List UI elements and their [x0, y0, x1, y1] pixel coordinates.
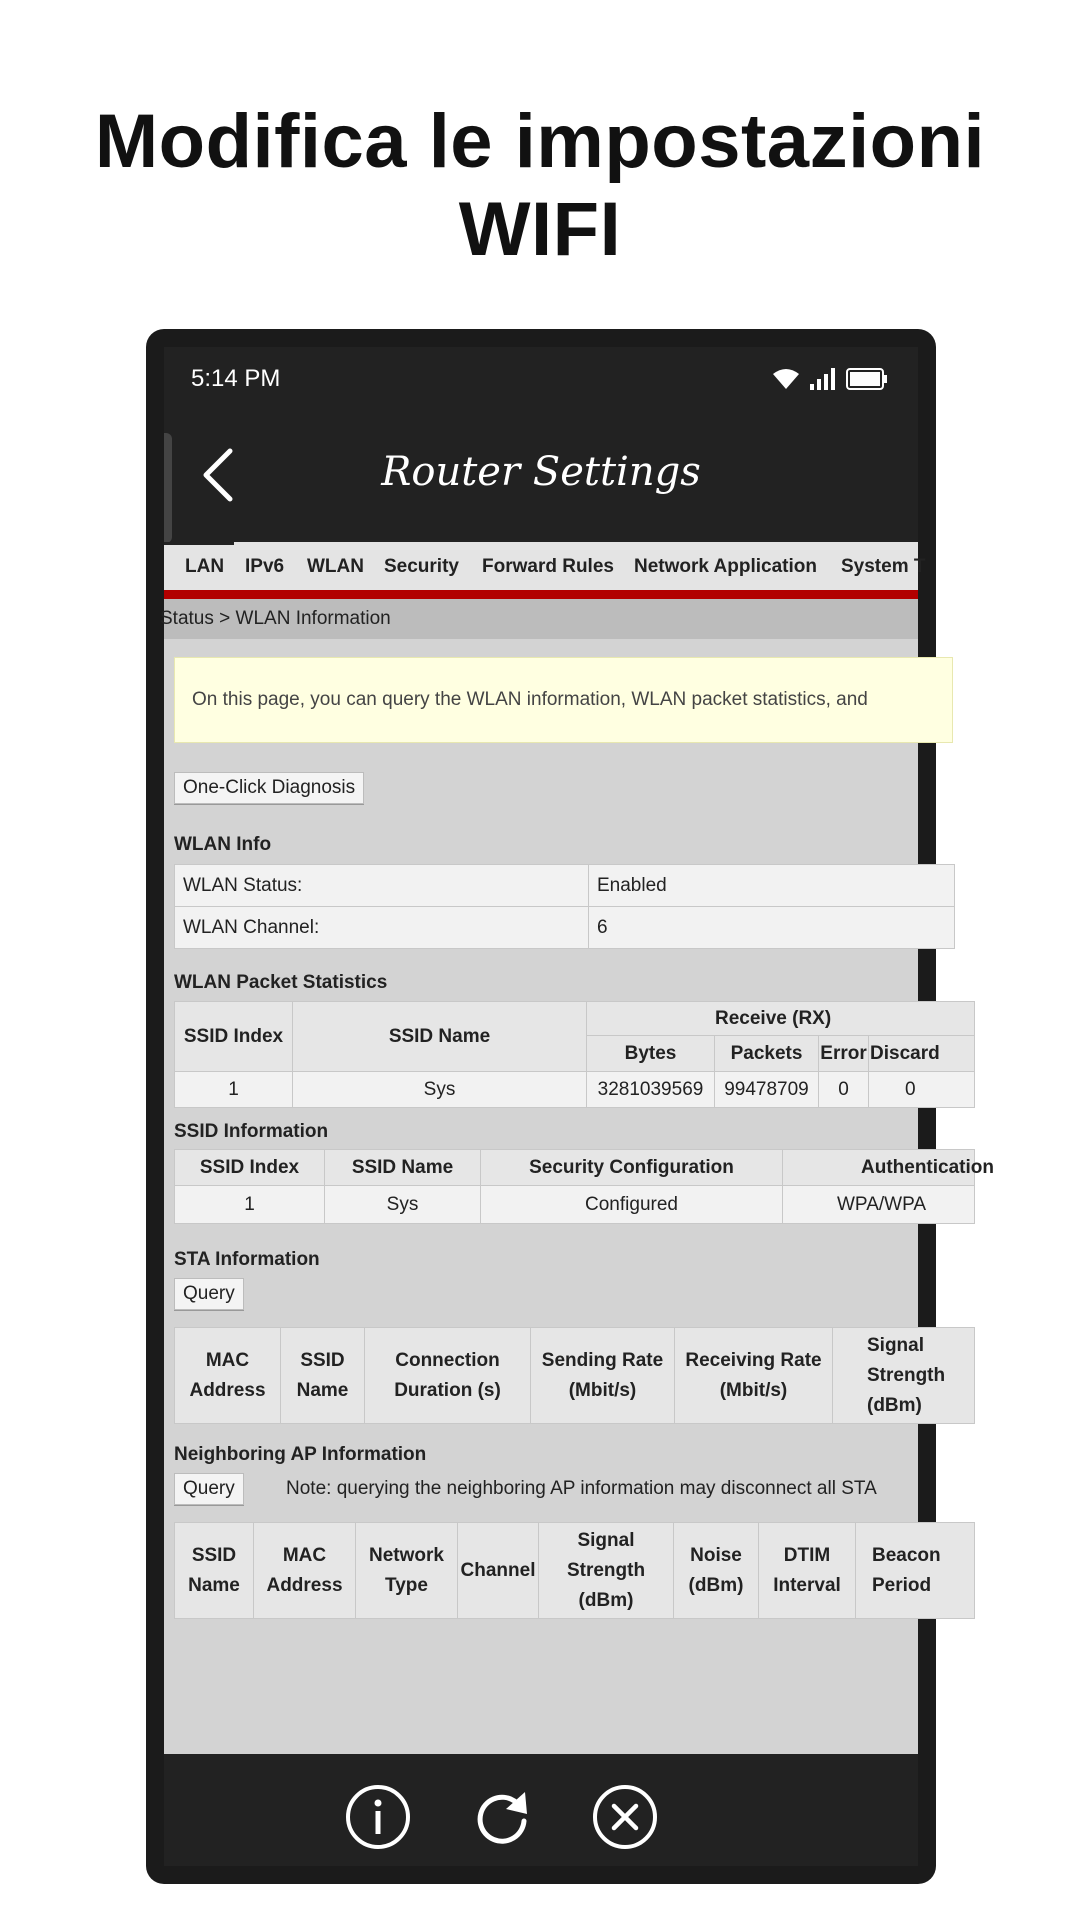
- wlan-channel-value: 6: [589, 907, 955, 949]
- header-receive-rx: Receive (RX): [587, 1002, 975, 1036]
- header-ssid-name: SSID Name: [175, 1523, 254, 1619]
- header-security-configuration: Security Configuration: [481, 1150, 783, 1186]
- header-network-type: Network Type: [356, 1523, 458, 1619]
- tab-system-tools[interactable]: System T: [841, 556, 926, 577]
- header-discard: Discard: [869, 1036, 975, 1072]
- header-ssid-index: SSID Index: [175, 1002, 293, 1072]
- header-authentication: Authentication: [783, 1150, 975, 1186]
- table-row: [175, 1186, 975, 1224]
- headline-line-1: Modifica le impostazioni: [94, 99, 986, 184]
- tab-network-application[interactable]: Network Application: [634, 556, 817, 577]
- table-header-row: [175, 1523, 975, 1619]
- header-signal-strength: Signal Strength (dBm): [539, 1523, 674, 1619]
- packet-stats-table: [174, 1001, 975, 1108]
- breadcrumb: Status > WLAN Information: [164, 599, 918, 639]
- tab-lan[interactable]: LAN: [185, 556, 225, 577]
- header-noise: Noise (dBm): [674, 1523, 759, 1619]
- tab-ipv6[interactable]: IPv6: [245, 556, 285, 577]
- header-mac-address: MAC Address: [254, 1523, 356, 1619]
- wlan-info-table: [174, 864, 955, 949]
- router-nav-tabs: [164, 542, 926, 599]
- sta-query-button[interactable]: Query: [174, 1278, 244, 1310]
- cell-packets: 99478709: [715, 1072, 819, 1108]
- status-time: 5:14 PM: [191, 365, 281, 392]
- table-header-row: [175, 1002, 975, 1036]
- wlan-channel-label: WLAN Channel:: [175, 907, 589, 949]
- status-icons: [772, 367, 888, 391]
- cell-ssid-index: 1: [175, 1072, 293, 1108]
- table-row: [175, 1072, 975, 1108]
- cell-ssid-name: Sys: [293, 1072, 587, 1108]
- wlan-status-value: Enabled: [589, 865, 955, 907]
- header-connection-duration: Connection Duration (s): [365, 1328, 531, 1424]
- header-ssid-name: SSID Name: [325, 1150, 481, 1186]
- header-bytes: Bytes: [587, 1036, 715, 1072]
- wifi-icon: [772, 368, 800, 390]
- nav-active-indicator: [164, 542, 234, 545]
- wlan-info-title: WLAN Info: [174, 834, 272, 855]
- sta-info-table: [174, 1327, 975, 1424]
- wlan-status-label: WLAN Status:: [175, 865, 589, 907]
- table-header-row: [175, 1150, 975, 1186]
- header-ssid-name: SSID Name: [281, 1328, 365, 1424]
- header-mac-address: MAC Address: [175, 1328, 281, 1424]
- bottom-toolbar: [164, 1754, 918, 1866]
- cell-security-configuration: Configured: [481, 1186, 783, 1224]
- page-description: On this page, you can query the WLAN information, WLAN packet statistics, and: [174, 657, 953, 743]
- sta-info-title: STA Information: [174, 1249, 320, 1270]
- cell-discard: 0: [869, 1072, 975, 1108]
- app-bar: [164, 409, 918, 549]
- phone-frame: [146, 329, 994, 1884]
- header-signal-strength: Signal Strength (dBm): [833, 1328, 975, 1424]
- header-packets: Packets: [715, 1036, 819, 1072]
- table-row: [175, 907, 955, 949]
- tab-forward-rules[interactable]: Forward Rules: [482, 556, 614, 577]
- cell-ssid-index: 1: [175, 1186, 325, 1224]
- neighbor-ap-title: Neighboring AP Information: [174, 1444, 427, 1465]
- refresh-icon[interactable]: [469, 1784, 535, 1850]
- info-icon[interactable]: [345, 1784, 411, 1850]
- headline: [0, 98, 1080, 274]
- one-click-diagnosis-button[interactable]: One-Click Diagnosis: [174, 772, 364, 804]
- table-row: [175, 865, 955, 907]
- header-dtim-interval: DTIM Interval: [759, 1523, 856, 1619]
- ssid-info-title: SSID Information: [174, 1121, 329, 1142]
- close-icon[interactable]: [592, 1784, 658, 1850]
- header-sending-rate: Sending Rate (Mbit/s): [531, 1328, 675, 1424]
- header-ssid-index: SSID Index: [175, 1150, 325, 1186]
- cell-bytes: 3281039569: [587, 1072, 715, 1108]
- tab-security[interactable]: Security: [384, 556, 459, 577]
- header-ssid-name: SSID Name: [293, 1002, 587, 1072]
- phone-screen: [160, 347, 994, 1866]
- neighbor-query-button[interactable]: Query: [174, 1473, 244, 1505]
- ssid-info-table: [174, 1149, 994, 1224]
- battery-icon: [846, 368, 888, 390]
- tab-wlan[interactable]: WLAN: [307, 556, 364, 577]
- header-beacon-period: Beacon Period: [856, 1523, 975, 1619]
- cell-error: 0: [819, 1072, 869, 1108]
- status-bar: [164, 347, 918, 409]
- cell-ssid-name: Sys: [325, 1186, 481, 1224]
- packet-stats-title: WLAN Packet Statistics: [174, 972, 388, 993]
- app-title: Router Settings: [381, 449, 701, 495]
- header-error: Error: [819, 1036, 869, 1072]
- router-webview: [160, 542, 994, 1754]
- table-header-row: [175, 1328, 975, 1424]
- header-receiving-rate: Receiving Rate (Mbit/s): [675, 1328, 833, 1424]
- neighbor-ap-table: [174, 1522, 975, 1619]
- neighbor-ap-note: Note: querying the neighboring AP information may disconnect all STA: [286, 1478, 877, 1499]
- header-channel: Channel: [458, 1523, 539, 1619]
- cell-authentication: WPA/WPA: [783, 1186, 975, 1224]
- headline-line-2: WIFI: [458, 187, 622, 272]
- signal-icon: [810, 368, 836, 390]
